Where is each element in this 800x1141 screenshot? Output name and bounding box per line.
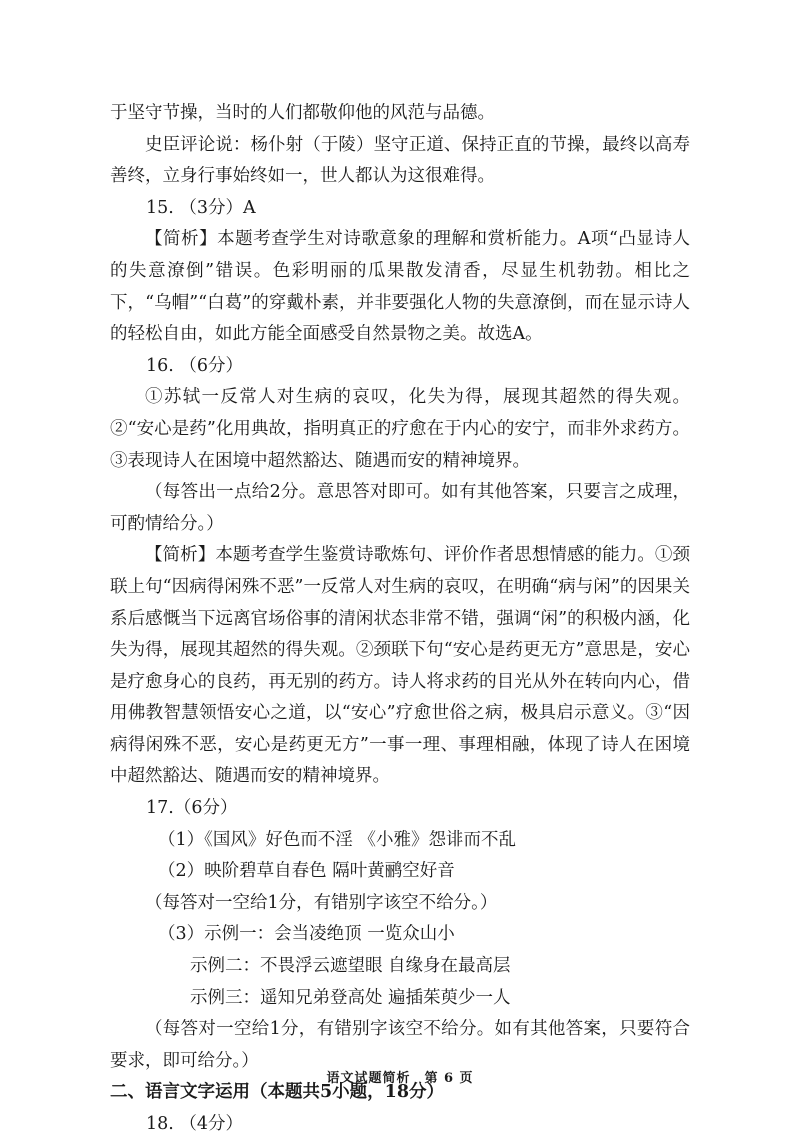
section-heading-language-use: 二、语言文字运用（本题共5小题，18分） bbox=[110, 1082, 445, 1103]
question-16-scoring: （每答出一点给2分。意思答对即可。如有其他答案，只要言之成理，可酌情给分。） bbox=[110, 482, 690, 534]
paragraph-historian-comment: 史臣评论说：杨仆射（于陵）坚守正道、保持正直的节操，最终以高寿善终，立身行事始终如一，世人都认为这很难得。 bbox=[110, 134, 690, 187]
question-16-label: 16. （6分） bbox=[146, 355, 244, 376]
answer-content bbox=[110, 98, 690, 1141]
question-17-example-3: 示例三：遥知兄弟登高处 遍插茱萸少一人 bbox=[190, 987, 511, 1008]
question-15-analysis: 【简析】本题考查学生对诗歌意象的理解和赏析能力。A项“凸显诗人的失意潦倒”错误。色彩明丽的瓜果散发清香，尽显生机勃勃。相比之下，“乌帽”“白葛”的穿戴朴素，并非要强化人物的失意潦倒，而在显示诗人的轻松自由，如此方能全面感受自然景物之美。故选A。 bbox=[110, 229, 690, 345]
question-17-part-1: （1）《国风》好色而不淫 《小雅》怨诽而不乱 bbox=[158, 829, 516, 850]
question-17-scoring-2: （每答对一空给1分，有错别字该空不给分。如有其他答案，只要符合要求，即可给分。） bbox=[110, 1019, 690, 1071]
question-16-answer: ①苏轼一反常人对生病的哀叹，化失为得，展现其超然的得失观。②“安心是药”化用典故，指明真正的疗愈在于内心的安宁，而非外求药方。③表现诗人在困境中超然豁达、随遇而安的精神境界。 bbox=[110, 387, 690, 471]
question-15-answer: 15. （3分）A bbox=[146, 197, 256, 218]
question-17-label: 17.（6分） bbox=[146, 798, 238, 819]
question-18-label: 18. （4分） bbox=[146, 1114, 244, 1134]
paragraph-translation-end: 于坚守节操，当时的人们都敬仰他的风范与品德。 bbox=[110, 103, 495, 123]
question-16-analysis: 【简析】本题考查学生鉴赏诗歌炼句、评价作者思想情感的能力。①颈联上句“因病得闲殊不恶”一反常人对生病的哀叹，在明确“病与闲”的因果关系后感慨当下远离官场俗事的清闲状态非常不错，强调“闲”的积极内涵，化失为得，展现其超然的得失观。②颈联下句“安心是药更无方”意思是，安心是疗愈身心的良药，再无别的药方。诗人将求药的目光从外在转向内心，借用佛教智慧领悟安心之道，以“安心”疗愈世俗之病，极具启示意义。③“因病得闲殊不恶，安心是药更无方”一事一理、事理相融，体现了诗人在困境中超然豁达、随遇而安的精神境界。 bbox=[110, 545, 690, 787]
question-17-part-3: （3）示例一：会当凌绝顶 一览众山小 bbox=[158, 924, 455, 945]
question-17-scoring-1: （每答对一空给1分，有错别字该空不给分。） bbox=[145, 892, 498, 913]
question-17-part-2: （2）映阶碧草自春色 隔叶黄鹂空好音 bbox=[158, 861, 455, 882]
question-17-example-2: 示例二：不畏浮云遮望眼 自缘身在最高层 bbox=[190, 956, 511, 977]
page-footer: 语文试题简析 第 6 页 bbox=[326, 1071, 474, 1086]
